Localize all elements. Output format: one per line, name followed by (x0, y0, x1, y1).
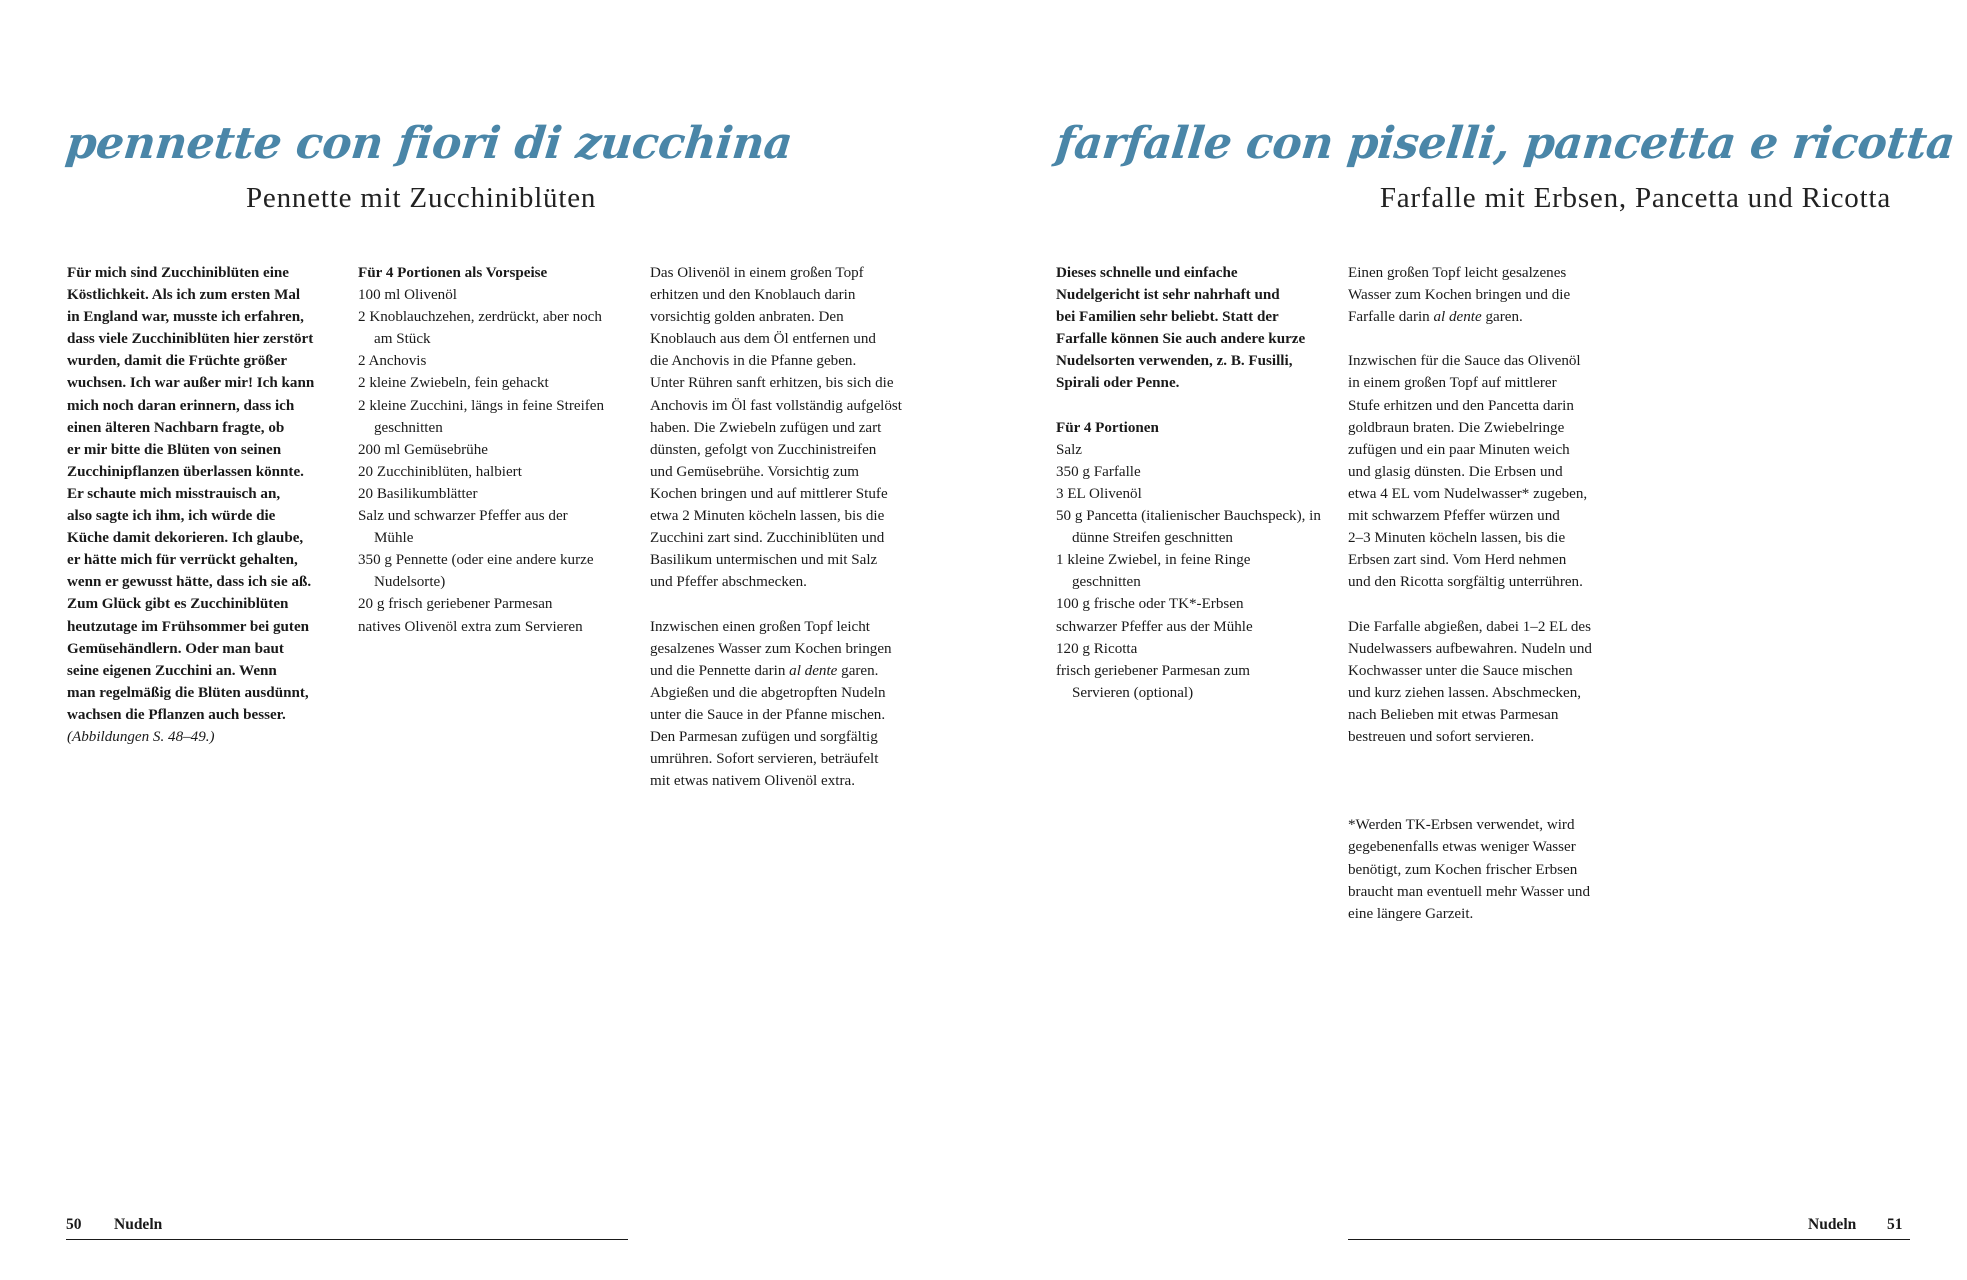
intro-line: dass viele Zucchiniblüten hier zerstört (67, 331, 314, 348)
method-line: und den Ricotta sorgfältig unterrühren. (1348, 574, 1583, 591)
method-line: Erbsen zart sind. Vom Herd nehmen (1348, 552, 1567, 569)
method-line: und kurz ziehen lassen. Abschmecken, (1348, 684, 1582, 701)
ingredient-item: 120 g Ricotta (1056, 640, 1138, 657)
method-line: und Pfeffer abschmecken. (650, 574, 807, 591)
method-line: Farfalle darin al dente garen. (1348, 309, 1523, 326)
ingredient-item: 2 kleine Zwiebeln, fein gehackt (358, 375, 549, 392)
method-column (1348, 262, 1648, 925)
method-line: unter die Sauce in der Pfanne mischen. (650, 706, 886, 723)
intro-line: Er schaute mich misstrauisch an, (67, 485, 281, 502)
footnote-line: braucht man eventuell mehr Wasser und (1348, 883, 1591, 900)
ingredient-item: 2 Knoblauchzehen, zerdrückt, aber noch am Stück (358, 309, 602, 348)
method-line: vorsichtig golden anbraten. Den (650, 309, 844, 326)
ingredient-item: natives Olivenöl extra zum Servieren (358, 618, 583, 635)
intro-line: also sagte ich ihm, ich würde die (67, 508, 276, 525)
method-line: Kochen bringen und auf mittlerer Stufe (650, 485, 888, 502)
intro-line: wuchsen. Ich war außer mir! Ich kann (67, 375, 315, 392)
footnote-line: benötigt, zum Kochen frischer Erbsen (1348, 861, 1578, 878)
right-page (984, 0, 1967, 1280)
method-line: etwa 2 Minuten köcheln lassen, bis die (650, 508, 885, 525)
method-column (650, 262, 950, 792)
ingredient-item: 350 g Pennette (oder eine andere kurze Nudelsorte) (358, 552, 594, 591)
intro-line: er mir bitte die Blüten von seinen (67, 441, 282, 458)
method-line: haben. Die Zwiebeln zufügen und zart (650, 419, 882, 436)
method-line: in einem großen Topf auf mittlerer (1348, 375, 1557, 392)
recipe-title-script: farfalle con piselli, pancetta e ricotta (1053, 118, 1957, 169)
recipe-subtitle: Pennette mit Zucchiniblüten (246, 182, 597, 214)
ingredient-item: 100 ml Olivenöl (358, 287, 457, 304)
method-line: Das Olivenöl in einem großen Topf (650, 265, 864, 281)
footnote-line: gegebenenfalls etwas weniger Wasser (1348, 839, 1576, 856)
ingredient-item: 20 Zucchiniblüten, halbiert (358, 463, 522, 480)
left-page (0, 0, 983, 1280)
ingredient-item: 2 kleine Zucchini, längs in feine Streifen geschnitten (358, 397, 605, 436)
intro-line: einen älteren Nachbarn fragte, ob (67, 419, 285, 436)
method-line: und glasig dünsten. Die Erbsen und (1348, 463, 1563, 480)
method-line: Kochwasser unter die Sauce mischen (1348, 662, 1573, 679)
method-line: die Anchovis in die Pfanne geben. (650, 353, 857, 370)
ingredients-column (358, 262, 628, 638)
recipe-title-script: pennette con fiori di zucchina (63, 118, 795, 169)
method-line: Inzwischen einen großen Topf leicht (650, 618, 870, 635)
method-line: Den Parmesan zufügen und sorgfältig (650, 728, 878, 745)
method-line: Anchovis im Öl fast vollständig aufgelöst (650, 397, 902, 414)
intro-line: Zum Glück gibt es Zucchiniblüten (67, 596, 289, 613)
intro-line: seine eigenen Zucchini an. Wenn (67, 662, 277, 679)
intro-line: wurden, damit die Früchte größer (67, 353, 288, 370)
section-name: Nudeln (1808, 1216, 1857, 1233)
image-reference: (Abbildungen S. 48–49.) (67, 728, 215, 745)
intro-line: Nudelsorten verwenden, z. B. Fusilli, (1056, 353, 1293, 370)
footnote-line: eine längere Garzeit. (1348, 905, 1474, 922)
method-line: und die Pennette darin al dente garen. (650, 662, 879, 679)
intro-ingredients-column (1056, 262, 1331, 704)
ingredient-item: 100 g frische oder TK*-Erbsen (1056, 596, 1244, 613)
method-line: umrühren. Sofort servieren, beträufelt (650, 751, 879, 768)
method-line: erhitzen und den Knoblauch darin (650, 287, 856, 304)
method-line: mit schwarzem Pfeffer würzen und (1348, 508, 1560, 525)
intro-line: Zucchinipflanzen überlassen könnte. (67, 463, 304, 480)
method-line: mit etwas nativem Olivenöl extra. (650, 773, 855, 790)
ingredient-item: 1 kleine Zwiebel, in feine Ringe geschnitten (1056, 552, 1251, 591)
method-line: Knoblauch aus dem Öl entfernen und (650, 331, 876, 348)
method-line: etwa 4 EL vom Nudelwasser* zugeben, (1348, 485, 1588, 502)
ingredient-item: schwarzer Pfeffer aus der Mühle (1056, 618, 1253, 635)
method-line: bestreuen und sofort servieren. (1348, 728, 1535, 745)
ingredient-item: 350 g Farfalle (1056, 463, 1141, 480)
method-line: Einen großen Topf leicht gesalzenes (1348, 265, 1567, 281)
method-line: gesalzenes Wasser zum Kochen bringen (650, 640, 892, 657)
intro-line: bei Familien sehr beliebt. Statt der (1056, 309, 1279, 326)
ingredient-item: 20 g frisch geriebener Parmesan (358, 596, 553, 613)
ingredient-item: 2 Anchovis (358, 353, 427, 370)
ingredient-item: 20 Basilikumblätter (358, 485, 478, 502)
intro-line: er hätte mich für verrückt gehalten, (67, 552, 298, 569)
method-line: Stufe erhitzen und den Pancetta darin (1348, 397, 1574, 414)
page-number: 51 (1887, 1216, 1903, 1233)
intro-line: Köstlichkeit. Als ich zum ersten Mal (67, 287, 301, 304)
ingredient-item: frisch geriebener Parmesan zum Servieren (optional) (1056, 662, 1251, 701)
intro-line: Gemüsehändlern. Oder man baut (67, 640, 284, 657)
intro-line: Für mich sind Zucchiniblüten eine (67, 265, 289, 281)
method-line: Nudelwassers aufbewahren. Nudeln und (1348, 640, 1592, 657)
servings-heading: Für 4 Portionen als Vorspeise (358, 265, 548, 281)
recipe-subtitle: Farfalle mit Erbsen, Pancetta und Ricotta (1379, 182, 1891, 214)
method-line: goldbraun braten. Die Zwiebelringe (1348, 419, 1565, 436)
footer-rule (1348, 1239, 1910, 1240)
intro-line: Dieses schnelle und einfache (1056, 265, 1238, 281)
method-line: Inzwischen für die Sauce das Olivenöl (1348, 353, 1581, 370)
method-line: 2–3 Minuten köcheln lassen, bis die (1348, 530, 1566, 547)
footnote-line: *Werden TK-Erbsen verwendet, wird (1348, 817, 1575, 834)
method-line: Abgießen und die abgetropften Nudeln (650, 684, 886, 701)
intro-line: man regelmäßig die Blüten ausdünnt, (67, 684, 309, 701)
section-name: Nudeln (114, 1216, 163, 1233)
ingredient-item: 200 ml Gemüsebrühe (358, 441, 488, 458)
method-line: Zucchini zart sind. Zucchiniblüten und (650, 530, 885, 547)
intro-line: Nudelgericht ist sehr nahrhaft und (1056, 287, 1280, 304)
intro-line: wenn er gewusst hätte, dass ich sie aß. (67, 574, 312, 591)
intro-line: mich noch daran erinnern, dass ich (67, 397, 295, 414)
ingredient-item: 3 EL Olivenöl (1056, 485, 1142, 502)
intro-column (67, 262, 337, 748)
ingredient-item: 50 g Pancetta (italienischer Bauchspeck), in dünne Streifen geschnitten (1056, 508, 1321, 547)
method-line: Wasser zum Kochen bringen und die (1348, 287, 1571, 304)
method-line: Unter Rühren sanft erhitzen, bis sich die (650, 375, 894, 392)
intro-line: in England war, musste ich erfahren, (67, 309, 304, 326)
intro-line: Farfalle können Sie auch andere kurze (1056, 331, 1306, 348)
method-line: Die Farfalle abgießen, dabei 1–2 EL des (1348, 618, 1591, 635)
method-line: zufügen und ein paar Minuten weich (1348, 441, 1570, 458)
servings-heading: Für 4 Portionen (1056, 419, 1159, 436)
method-line: nach Belieben mit etwas Parmesan (1348, 706, 1559, 723)
method-line: und Gemüsebrühe. Vorsichtig zum (650, 463, 860, 480)
ingredient-item: Salz und schwarzer Pfeffer aus der Mühle (358, 508, 568, 547)
intro-line: wachsen die Pflanzen auch besser. (67, 706, 286, 723)
ingredient-item: Salz (1056, 441, 1082, 458)
intro-line: heutzutage im Frühsommer bei guten (67, 618, 310, 635)
method-line: Basilikum untermischen und mit Salz (650, 552, 878, 569)
method-line: dünsten, gefolgt von Zucchinistreifen (650, 441, 877, 458)
footer-rule (66, 1239, 628, 1240)
intro-line: Küche damit dekorieren. Ich glaube, (67, 530, 304, 547)
page-number: 50 (66, 1216, 82, 1233)
intro-line: Spirali oder Penne. (1056, 375, 1180, 392)
